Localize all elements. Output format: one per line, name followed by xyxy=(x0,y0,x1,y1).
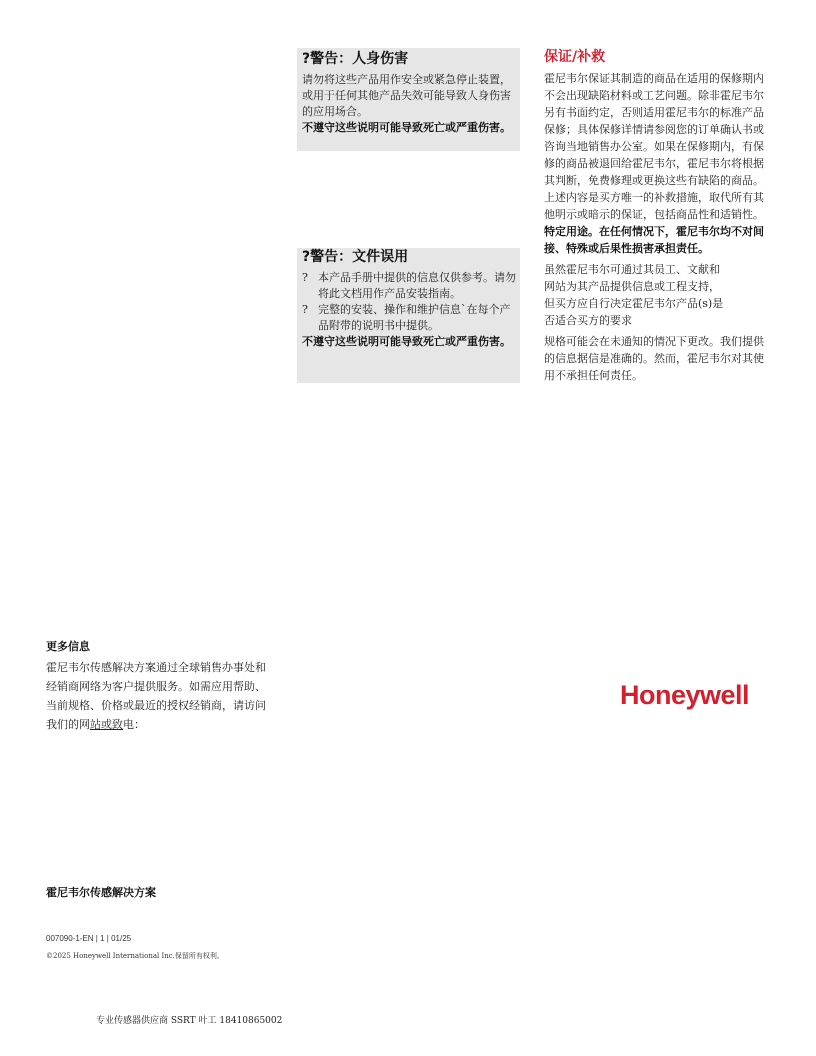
copyright-notice: ©2025 Honeywell International Inc.保留所有权利。 xyxy=(46,952,224,960)
warning-box-personal-injury xyxy=(297,48,520,151)
warranty-support-paragraph xyxy=(544,261,770,329)
warning-title: ?警告：文件误用 xyxy=(302,249,409,265)
more-info-text: 霍尼韦尔传感解决方案通过全球销售办事处和经销商网络为客户提供服务。如需应用帮助、当前规格、价格或最近的授权经销商，请访问我们的网 xyxy=(46,661,266,731)
warranty-line: 网站为其产品提供信息或工程支持， xyxy=(544,280,720,293)
warranty-title: 保证/补救 xyxy=(544,49,606,65)
warning-body: 请勿将这些产品用作安全或紧急停止装置，或用于任何其他产品失效可能导致人身伤害的应用场合。 xyxy=(302,73,511,118)
warranty-line: 否适合买方的要求 xyxy=(544,314,632,327)
warning-bullet xyxy=(302,270,516,302)
footer-company-name: 霍尼韦尔传感解决方案 xyxy=(46,886,156,899)
more-info-tail: 电： xyxy=(123,718,145,731)
document-number: 007090-1-EN | 1 | 01/25 xyxy=(46,934,132,943)
warning-title: ?警告：人身伤害 xyxy=(302,51,409,67)
bullet-mark: ? xyxy=(302,303,308,316)
supplier-contact: 专业传感器供应商 SSRT 叶工 18410865002 xyxy=(96,1016,283,1026)
warning-bullet xyxy=(302,302,516,334)
warranty-spec-notice: 规格可能会在未通知的情况下更改。我们提供的信息据信是准确的。然而，霍尼韦尔对其使用不承担任何责任。 xyxy=(544,335,764,382)
warranty-liability-statement: 特定用途。在任何情况下，霍尼韦尔均不对间接、特殊或后果性损害承担责任。 xyxy=(544,225,764,255)
more-info-body xyxy=(46,658,274,734)
warning-consequence: 不遵守这些说明可能导致死亡或严重伤害。 xyxy=(302,121,511,134)
more-info-title: 更多信息 xyxy=(46,640,90,653)
warranty-section xyxy=(544,48,770,384)
bullet-text: 完整的安装、操作和维护信息`在每个产品附带的说明书中提供。 xyxy=(318,303,511,332)
warning-consequence: 不遵守这些说明可能导致死亡或严重伤害。 xyxy=(302,335,511,348)
website-link[interactable]: 站或致 xyxy=(90,718,123,731)
bullet-mark: ? xyxy=(302,271,308,284)
warranty-line: 但买方应自行决定霍尼韦尔产品(s)是 xyxy=(544,297,724,310)
more-info-section xyxy=(46,638,274,734)
bullet-text: 本产品手册中提供的信息仅供参考。请勿将此文档用作产品安装指南。 xyxy=(318,271,516,300)
warranty-paragraph: 霍尼韦尔保证其制造的商品在适用的保修期内不会出现缺陷材料或工艺问题。除非霍尼韦尔另有书面约定，否则适用霍尼韦尔的标准产品保修；具体保修详情请参阅您的订单确认书或咨询当地销售办公室。如果在保修期内，有保修的商品被退回给霍尼韦尔，霍尼韦尔将根据其判断，免费修理或更换这些有缺陷的商品。上述内容是买方唯一的补救措施，取代所有其他明示或暗示的保证，包括商品性和适销性。 xyxy=(544,72,764,221)
warning-box-document-misuse xyxy=(297,248,520,383)
honeywell-logo: Honeywell xyxy=(620,680,750,710)
warranty-line: 虽然霍尼韦尔可通过其员工、文献和 xyxy=(544,263,720,276)
